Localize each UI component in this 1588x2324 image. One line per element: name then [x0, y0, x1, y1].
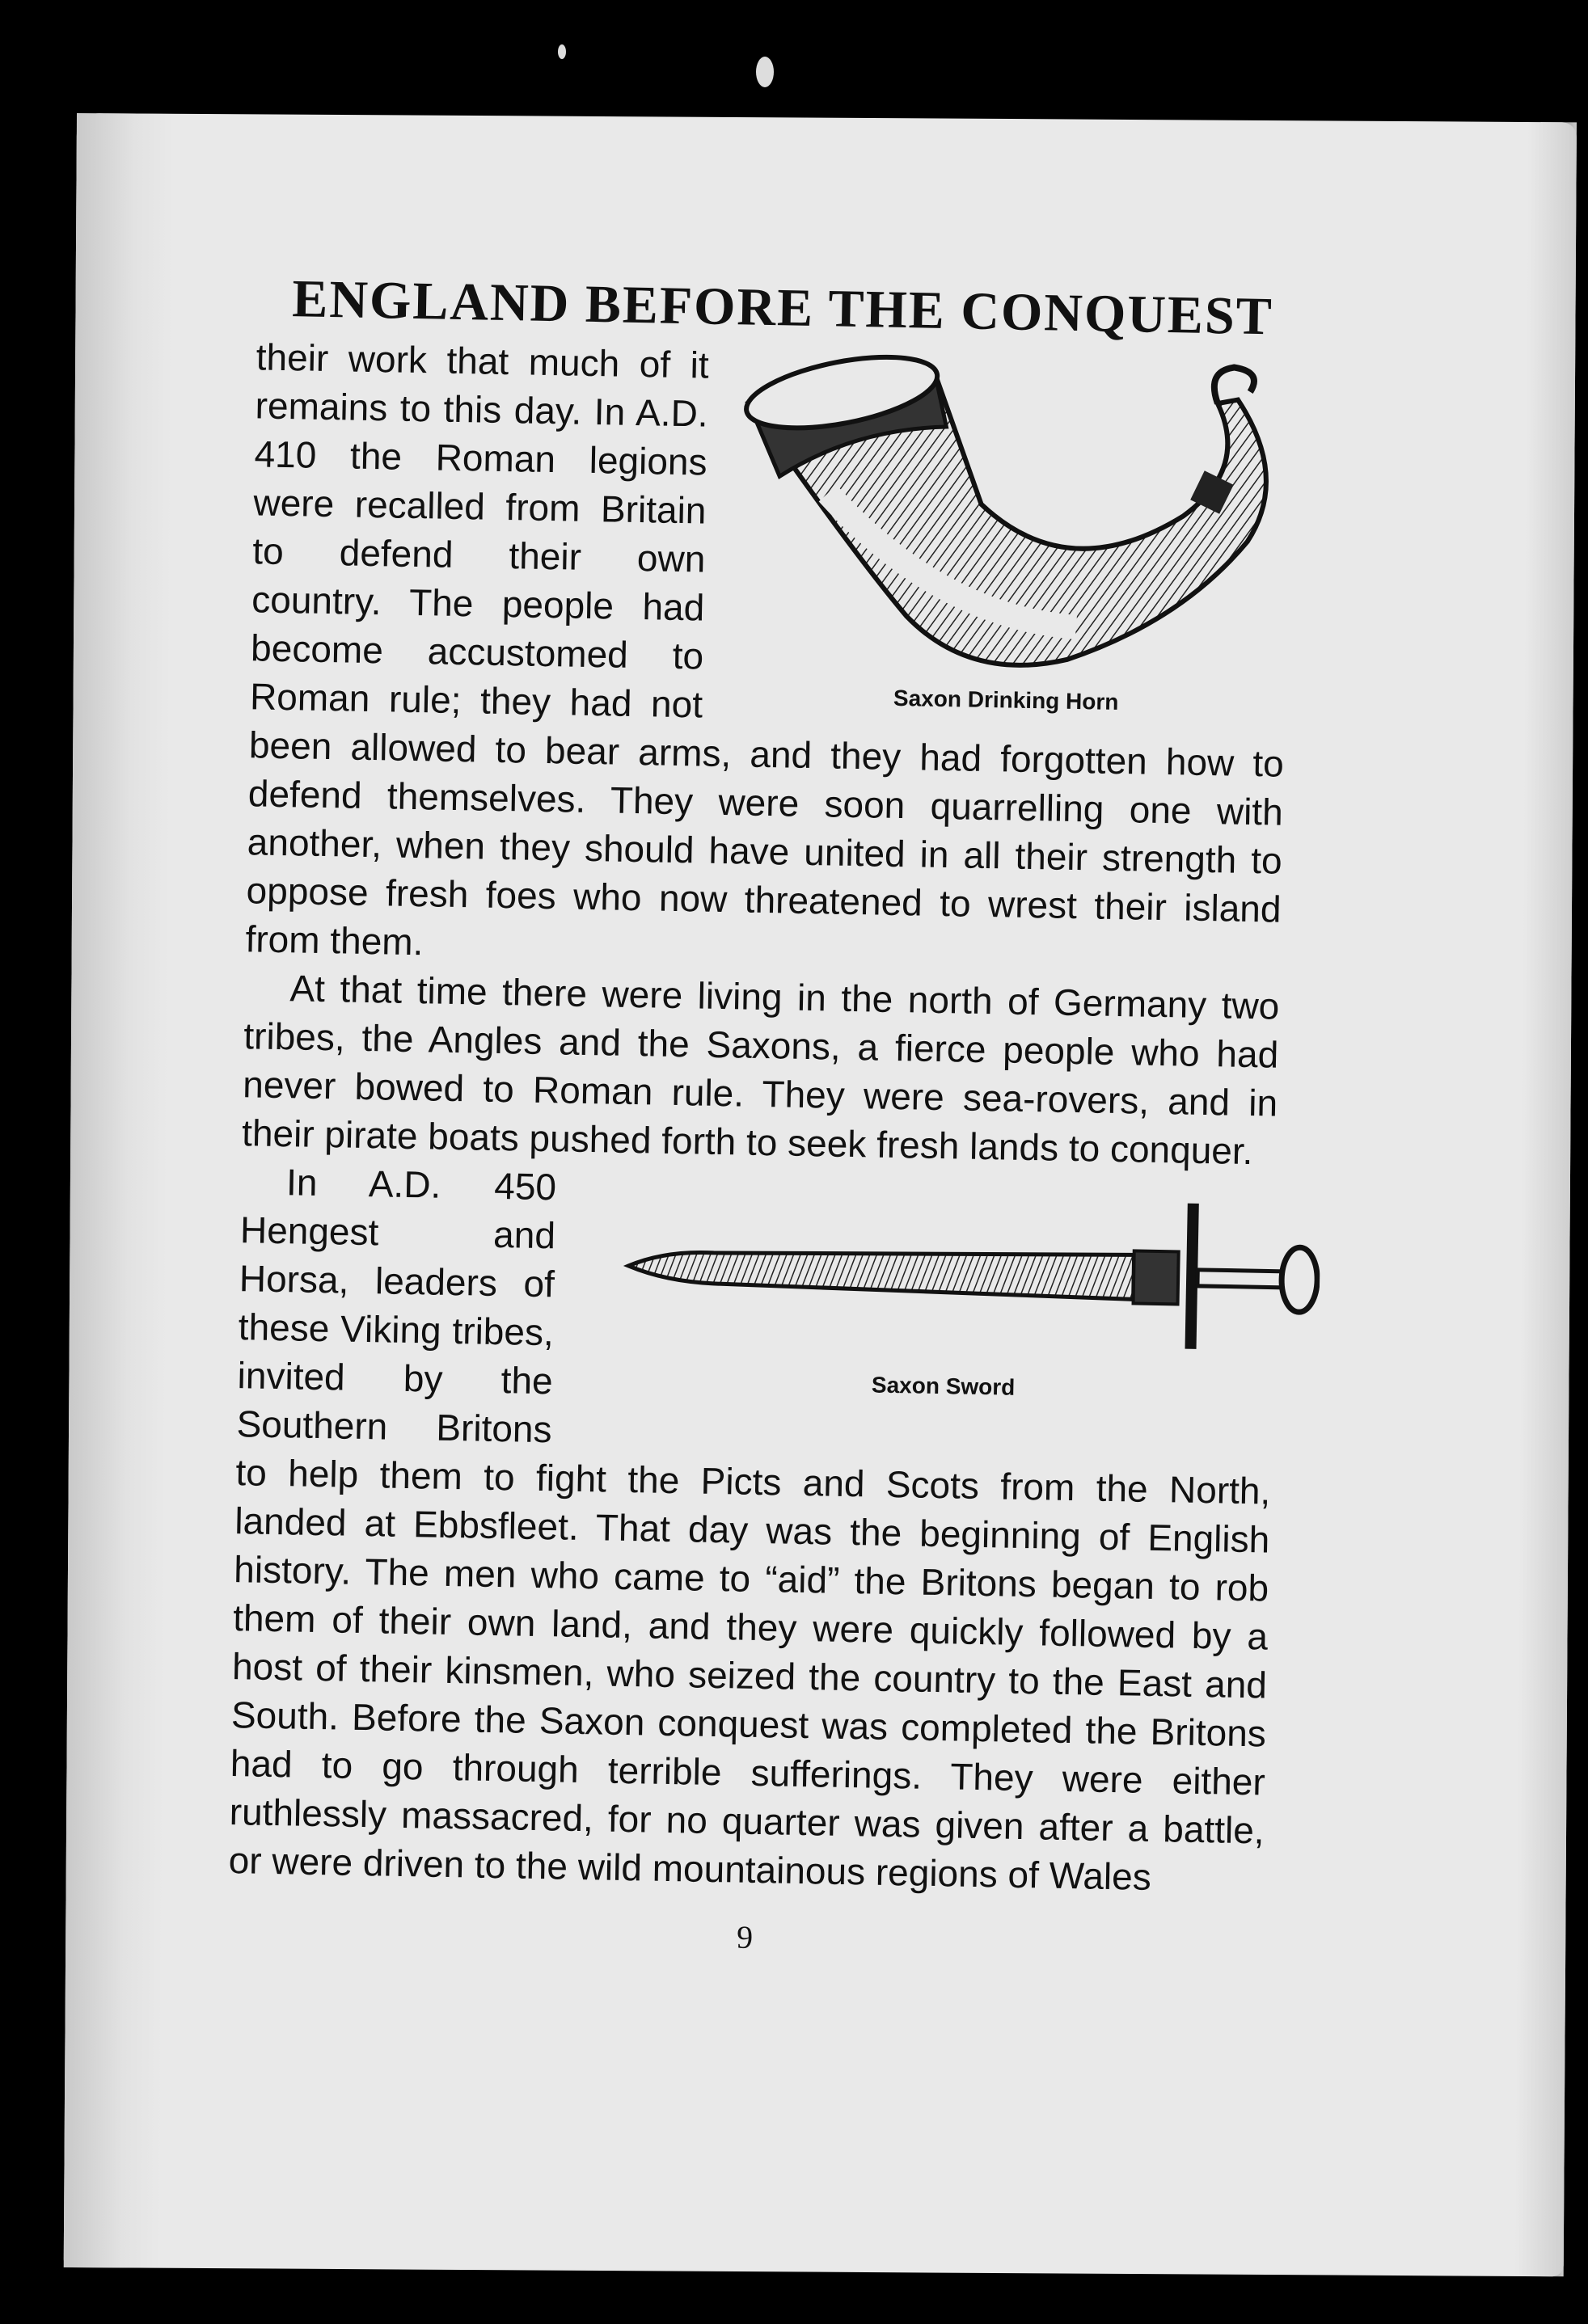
paragraph-2: At that time there were living in the north of Germany two tribes, the Angles and the Saxons, a fierce people who had never bowed to Roman rule. They were sea-rovers, and in their pirate boats pushed forth to seek fresh lands to conquer. — [241, 967, 1280, 1173]
sword-caption: Saxon Sword — [871, 1372, 1016, 1400]
paragraph-1 — [245, 332, 1291, 981]
book-page — [64, 113, 1577, 2276]
dust-speck — [756, 57, 774, 87]
page-content — [227, 268, 1293, 1965]
dust-speck — [558, 44, 566, 59]
body-text — [228, 332, 1291, 1903]
sword-illustration — [615, 1169, 1321, 1368]
paragraph-3-text: In A.D. 450 Hengest and Horsa, leaders of these Viking tribes, invited by the Southern Britons to help them to fight the Picts and Scots from the North, landed at Ebbsfleet. That day was the beginning of English history. The men who came to “aid” the Britons began to rob them of their own land, and they were quickly followed by a host of their kinsmen, who seized the country to the East and South. Before the Saxon conquest was completed the Britons had to go through terrible sufferings. They were either ruthlessly massacred, for no quarter was given after a battle, or were driven to the wild mountainous regions of Wales — [228, 1161, 1271, 1898]
paragraph-3 — [228, 1157, 1276, 1903]
sword-figure — [568, 1168, 1276, 1424]
drinking-horn-figure — [727, 346, 1291, 736]
horn-caption: Saxon Drinking Horn — [893, 685, 1119, 715]
page-number: 9 — [736, 1918, 754, 1955]
page-title: ENGLAND BEFORE THE CONQUEST — [291, 269, 1274, 347]
paragraph-1-text: their work that much of it remains to this day. In A.D. 410 the Roman legions were recalled from Britain to defend their own country. The people had become accustomed to Roman rule; they had not been allowed to bear arms, and they had forgotten how to defend themselves. They were soon quarrelling one with another, when they should have united in all their strength to oppose fresh foes who now threatened to wrest their island from them. — [245, 335, 1285, 964]
page-edge-shadow — [1515, 122, 1577, 2276]
page-gutter-shadow — [64, 113, 174, 2268]
drinking-horn-illustration — [727, 346, 1291, 696]
